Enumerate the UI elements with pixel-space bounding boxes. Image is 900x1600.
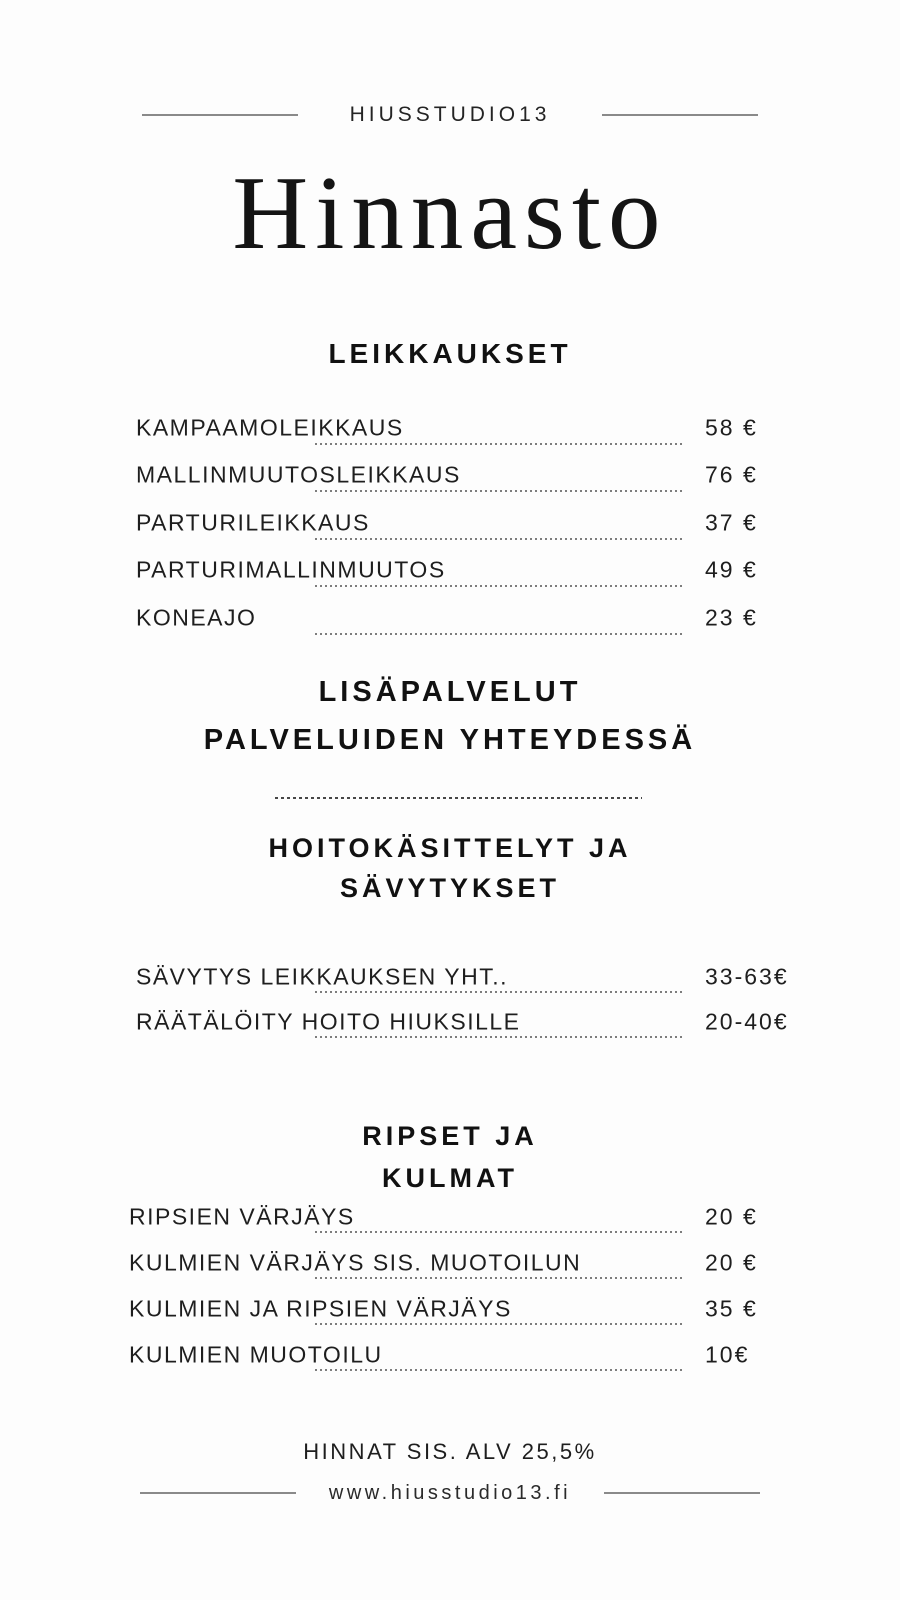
service-label: RÄÄTÄLÖITY HOITO HIUKSILLE <box>136 1008 521 1035</box>
section-heading-line: LEIKKAUKSET <box>328 338 572 369</box>
price-row <box>0 1194 900 1240</box>
leader-dots <box>315 991 685 993</box>
service-price: 35 € <box>705 1295 758 1322</box>
service-price: 49 € <box>705 556 758 583</box>
leader-dots <box>315 1323 685 1325</box>
service-price: 10€ <box>705 1341 750 1368</box>
leader-dots <box>315 443 685 445</box>
price-row <box>0 404 900 452</box>
service-price: 23 € <box>705 604 758 631</box>
service-price: 58 € <box>705 414 758 441</box>
service-label: SÄVYTYS LEIKKAUKSEN YHT.. <box>136 963 508 990</box>
service-label: KULMIEN VÄRJÄYS SIS. MUOTOILUN <box>129 1249 582 1276</box>
service-label: RIPSIEN VÄRJÄYS <box>129 1203 355 1230</box>
leader-dots <box>315 1369 685 1371</box>
section-heading-line: KULMAT <box>382 1163 518 1193</box>
price-row <box>0 1000 900 1046</box>
section-heading-ripset-ja-kulmat <box>0 1115 900 1199</box>
price-row <box>0 499 900 547</box>
price-row <box>0 452 900 500</box>
section-divider <box>275 797 642 799</box>
leader-dots <box>315 538 685 540</box>
footer-rule-left <box>140 1492 296 1494</box>
page-title: Hinnasto <box>232 154 668 271</box>
section-heading-leikkaukset <box>0 336 900 372</box>
service-label: MALLINMUUTOSLEIKKAUS <box>136 461 461 488</box>
section-heading-hoitokasittelyt <box>0 828 900 908</box>
leader-dots <box>315 585 685 587</box>
service-price: 20 € <box>705 1249 758 1276</box>
brand-header <box>0 102 900 128</box>
brand-rule-right <box>602 114 758 116</box>
price-row <box>0 1286 900 1332</box>
service-label: PARTURIMALLINMUUTOS <box>136 556 446 583</box>
service-label: KULMIEN MUOTOILU <box>129 1341 383 1368</box>
section-heading-line: RIPSET JA <box>362 1121 538 1151</box>
leader-dots <box>315 1231 685 1233</box>
service-label: KONEAJO <box>136 604 257 631</box>
price-list-ripset-ja-kulmat <box>0 1194 900 1378</box>
section-heading-lisapalvelut <box>0 668 900 764</box>
section-heading-line: HOITOKÄSITTELYT JA <box>268 833 632 863</box>
price-row <box>0 1332 900 1378</box>
site-footer <box>0 1480 900 1506</box>
service-label: KAMPAAMOLEIKKAUS <box>136 414 404 441</box>
service-price: 20-40€ <box>705 1008 789 1035</box>
leader-dots <box>315 633 685 635</box>
service-price: 76 € <box>705 461 758 488</box>
service-label: PARTURILEIKKAUS <box>136 509 370 536</box>
leader-dots <box>315 1277 685 1279</box>
vat-note: HINNAT SIS. ALV 25,5% <box>303 1439 597 1464</box>
section-heading-line: LISÄPALVELUT <box>318 676 582 708</box>
price-row <box>0 594 900 642</box>
footer-rule-right <box>604 1492 760 1494</box>
price-list-leikkaukset <box>0 404 900 642</box>
brand-rule-left <box>142 114 298 116</box>
price-row <box>0 1240 900 1286</box>
section-heading-line: SÄVYTYKSET <box>339 873 561 903</box>
brand-name: HIUSSTUDIO13 <box>349 103 551 126</box>
price-row <box>0 547 900 595</box>
service-price: 37 € <box>705 509 758 536</box>
service-price: 20 € <box>705 1203 758 1230</box>
section-heading-line: PALVELUIDEN YHTEYDESSÄ <box>203 724 697 756</box>
leader-dots <box>315 490 685 492</box>
price-row <box>0 954 900 1000</box>
website-url: www.hiusstudio13.fi <box>328 1481 572 1504</box>
service-label: KULMIEN JA RIPSIEN VÄRJÄYS <box>129 1295 512 1322</box>
service-price: 33-63€ <box>705 963 789 990</box>
price-list-hoitokasittelyt <box>0 954 900 1045</box>
leader-dots <box>315 1036 685 1038</box>
